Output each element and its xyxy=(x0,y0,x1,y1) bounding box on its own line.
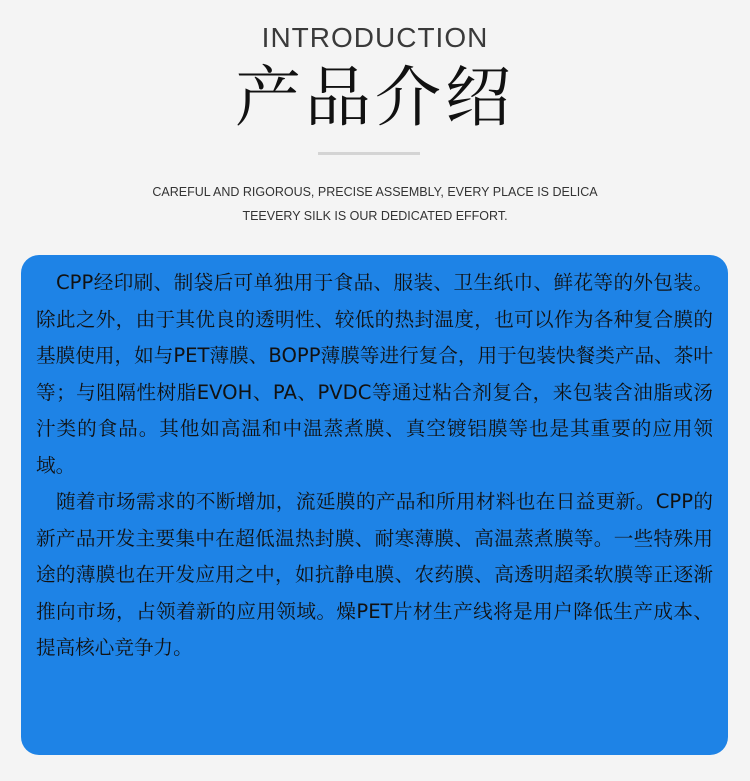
description-paragraph-2: 随着市场需求的不断增加，流延膜的产品和所用材料也在日益更新。CPP的新产品开发主要集中在超低温热封膜、耐寒薄膜、高温蒸煮膜等。一些特殊用途的薄膜也在开发应用之中，如抗静电膜、农药膜、高透明超柔软膜等正逐渐推向市场，占领着新的应用领域。燥PET片材生产线将是用户降低生产成本、提高核心竞争力。 xyxy=(36,490,713,659)
tagline-line-2: TEEVERY SILK IS OUR DEDICATED EFFORT. xyxy=(242,209,508,223)
description-paragraph-1: CPP经印刷、制袋后可单独用于食品、服装、卫生纸巾、鲜花等的外包装。除此之外，由于其优良的透明性、较低的热封温度，也可以作为各种复合膜的基膜使用，如与PET薄膜、BOPP薄膜等进行复合，用于包装快餐类产品、茶叶等；与阻隔性树脂EVOH、PA、PVDC等通过粘合剂复合，来包装含油脂或汤汁类的食品。其他如高温和中温蒸煮膜、真空镀铝膜等也是其重要的应用领域。 xyxy=(36,271,713,477)
section-title-english: INTRODUCTION xyxy=(261,22,489,53)
title-divider xyxy=(318,152,420,155)
section-title-chinese: 产品介绍 xyxy=(235,59,515,136)
tagline-line-1: CAREFUL AND RIGOROUS, PRECISE ASSEMBLY, EVERY PLACE IS DELICA xyxy=(152,185,598,199)
description-panel xyxy=(21,255,728,755)
tagline xyxy=(0,180,750,228)
